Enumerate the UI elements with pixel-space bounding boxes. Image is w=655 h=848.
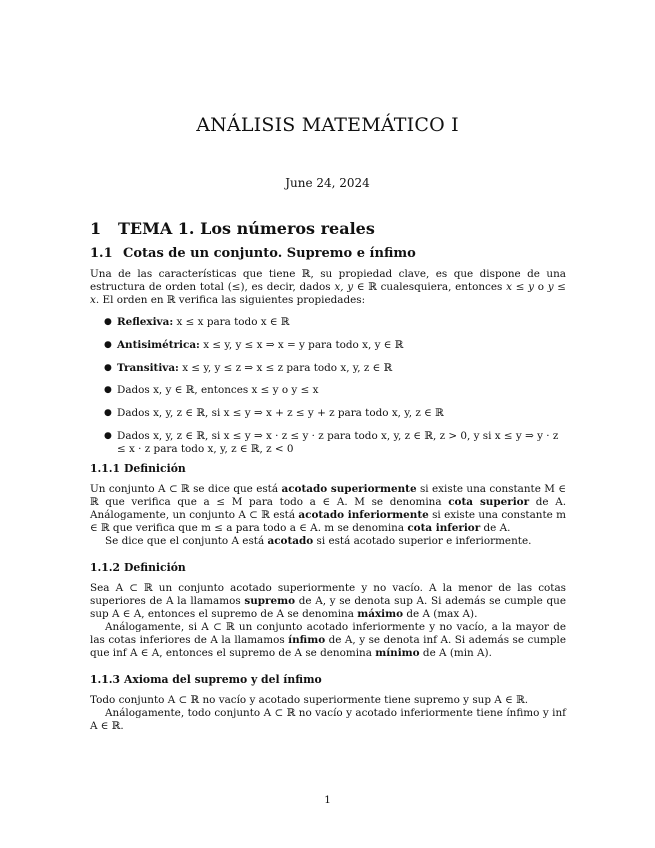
subsection-heading [90,246,416,261]
bullet-icon: ● [104,385,112,396]
bullet-icon: ● [104,408,112,419]
definition-paragraph [90,535,566,548]
property-label: Transitiva: [117,361,179,374]
term-bold: acotado inferiormente [298,509,429,521]
property-label: Reflexiva: [117,316,174,328]
document-title: ANÁLISIS MATEMÁTICO I [196,114,459,136]
list-item [104,430,566,456]
property-text: x ≤ y, y ≤ z ⇒ x ≤ z para todo x, y, z ∈ ℝ [182,361,393,374]
subsection-title: Cotas de un conjunto. Supremo e ínfimo [123,246,416,261]
property-text: Dados x, y ∈ ℝ, entonces x ≤ y o y ≤ x [117,384,319,397]
subsection-number: 1.1 [90,246,113,261]
paragraph-text: Un conjunto A ⊂ ℝ se dice que está [90,483,282,495]
paragraph-text: de A. [480,522,511,534]
term-bold: supremo [244,595,296,607]
term-bold: cota inferior [407,522,481,534]
intro-math: y [528,281,534,293]
paragraph-text: Sea A ⊂ ℝ un conjunto acotado superiormente y no vacío. A la menor de las cotas superiores de A la llamamos [90,582,566,607]
section-number: 1 [90,219,102,238]
intro-paragraph [90,268,566,307]
list-item [104,339,566,352]
subsubsection-title: Definición [124,462,186,475]
intro-text: ≤ [511,281,529,293]
definition-paragraph [90,483,566,535]
list-item [104,362,566,375]
paragraph-text: si está acotado superior e inferiormente. [313,535,532,547]
definition-paragraph [90,621,566,660]
property-text: x ≤ y, y ≤ x ⇒ x = y para todo x, y ∈ ℝ [203,338,404,351]
subsubsection-heading [90,462,186,475]
document-date: June 24, 2024 [285,176,370,190]
term-bold: mínimo [375,647,420,659]
intro-text: . El orden en ℝ verifica las siguientes propiedades: [95,294,366,306]
paragraph-text: de A, y se denota sup A. Si además se cumple que sup A ∈ A, entonces el supremo de A se denomina [90,595,566,620]
property-text: Dados x, y, z ∈ ℝ, si x ≤ y ⇒ x · z ≤ y · z para todo x, y, z ∈ ℝ, z > 0, y si x ≤ y ⇒ y · z ≤ x · z para todo x, y, z ∈ ℝ, z < 0 [117,429,559,455]
axiom-paragraph: Análogamente, todo conjunto A ⊂ ℝ no vacío y acotado inferiormente tiene ínfimo y inf A ∈ ℝ. [90,707,566,732]
intro-text: o [534,281,548,293]
paragraph-text: de A. Análogamente, un conjunto A ⊂ ℝ está [90,496,566,521]
term-bold: máximo [357,608,404,620]
section-heading [90,219,375,238]
list-item [104,384,566,397]
bullet-icon: ● [104,430,112,441]
definition-paragraph [90,582,566,621]
subsubsection-heading [90,561,186,574]
subsubsection-number: 1.1.3 [90,673,121,686]
bullet-icon: ● [104,362,112,373]
property-text: Dados x, y, z ∈ ℝ, si x ≤ y ⇒ x + z ≤ y + z para todo x, y, z ∈ ℝ [117,407,444,420]
paragraph-text: Se dice que el conjunto A está [105,535,268,547]
intro-math: x [506,281,512,293]
subsubsection-title: Axioma del supremo y del ínfimo [124,673,322,686]
bullet-icon: ● [104,317,112,327]
term-bold: acotado superiormente [281,483,417,495]
subsubsection-title: Definición [124,561,186,574]
paragraph-text: Análogamente, si A ⊂ ℝ un conjunto acotado inferiormente y no vacío, a la mayor de las cotas inferiores de A la llamamos [90,621,566,646]
subsubsection-heading [90,673,322,686]
bullet-icon: ● [104,339,112,350]
paragraph-text: de A (min A). [419,647,492,659]
property-text: x ≤ x para todo x ∈ ℝ [176,316,290,328]
subsubsection-number: 1.1.2 [90,561,121,574]
list-item [104,316,566,329]
paragraph-text: si existe una constante M ∈ ℝ que verifica que a ≤ M para todo a ∈ A. M se denomina [90,483,567,508]
axiom-paragraph: Todo conjunto A ⊂ ℝ no vacío y acotado superiormente tiene supremo y sup A ∈ ℝ. [90,694,529,706]
property-label: Antisimétrica: [117,338,200,351]
paragraph-text: de A (max A). [403,608,478,620]
section-title: TEMA 1. Los números reales [118,219,375,238]
term-bold: cota superior [448,496,530,508]
paragraph-text: de A, y se denota inf A. Si además se cumple que inf A ∈ A, entonces el supremo de A se denomina [90,634,566,659]
intro-math: x [90,294,96,306]
intro-text: ∈ ℝ cualesquiera, entonces [353,281,507,293]
subsubsection-number: 1.1.1 [90,462,121,475]
intro-text: ≤ [553,281,567,293]
intro-text: Una de las características que tiene ℝ, su propiedad clave, es que dispone de una estructura de orden total (≤), es decir, dados [90,268,566,293]
properties-list [104,316,566,466]
list-item [104,407,566,420]
page-number: 1 [324,794,331,806]
term-bold: ínfimo [288,634,326,646]
intro-math: x, y [334,281,354,293]
paragraph-text: si existe una constante m ∈ ℝ que verifica que m ≤ a para todo a ∈ A. m se denomina [90,509,566,534]
intro-math: y [547,281,554,293]
term-bold: acotado [267,535,314,547]
